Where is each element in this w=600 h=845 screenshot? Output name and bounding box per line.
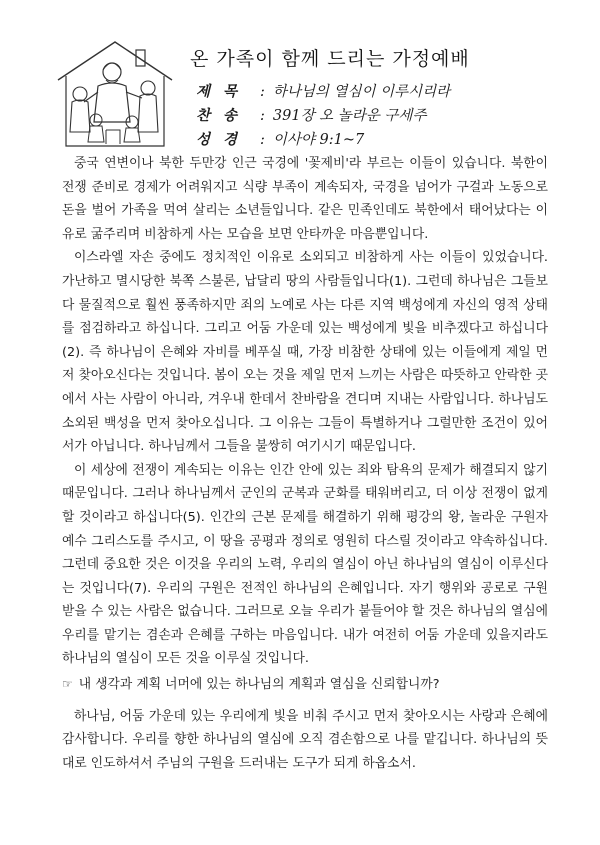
question-text: 내 생각과 계획 너머에 있는 하나님의 계획과 열심을 신뢰합니까? [78, 677, 440, 693]
pointing-hand-icon: ☞ [62, 677, 73, 692]
prayer: 하나님, 어둠 가운데 있는 우리에게 빛을 비춰 주시고 먼저 찾아오시는 사랑과 은혜에 감사합니다. 우리를 향한 하나님의 열심에 오직 겸손함으로 나를 맡깁니다. 하나님의 뜻대로 인도하셔서 주님의 구원을 드러내는 도구가 되게 하옵소서. [62, 708, 548, 771]
page-title: 온 가족이 함께 드리는 가정예배 [190, 48, 470, 70]
meta-value: 이사야 9:1~7 [272, 132, 365, 148]
meta-label: 성 경 [196, 131, 242, 148]
paragraph: 중국 연변이나 북한 두만강 인근 국경에 '꽃제비'라 부르는 이들이 있습니다. 북한이 전쟁 준비로 경제가 어려워지고 식량 부족이 계속되자, 국경을 넘어가 구걸과 노동으로 돈을 벌어 가족을 먹여 살리는 소년들입니다. 같은 민족인데도 북한에서 태어났다는 이유로 굶주리며 비참하게 사는 모습을 보면 안타까운 마음뿐입니다. [62, 156, 548, 242]
meta-value: 391장 오 놀라운 구세주 [272, 108, 427, 124]
meta-label: 제 목 [196, 83, 242, 100]
family-house-illustration-icon [50, 36, 180, 152]
meta-row-hymn [196, 104, 556, 128]
paragraph: 이 세상에 전쟁이 계속되는 이유는 인간 안에 있는 죄와 탐욕의 문제가 해결되지 않기 때문입니다. 그러나 하나님께서 군인의 군복과 군화를 태워버리고, 더 이상 전쟁이 없게 할 것이라고 하십니다(5). 인간의 근본 문제를 해결하기 위해 평강의 왕, 놀라운 구원자 예수 그리스도를 주시고, 이 땅을 공평과 정의로 영원히 다스릴 것이라고 약속하십니다. 그런데 중요한 것은 이것을 우리의 노력, 우리의 열심이 아닌 하나님의 열심이 이루신다는 것입니다(7). 우리의 구원은 전적인 하나님의 은혜입니다. 자기 행위와 공로로 구원받을 수 있는 사람은 없습니다. 그러므로 오늘 우리가 붙들어야 할 것은 하나님의 열심에 우리를 맡기는 겸손과 은혜를 구하는 마음입니다. 내가 여전히 어둠 가운데 있을지라도 하나님의 열심이 모든 것을 이루실 것입니다. [62, 462, 548, 667]
meta-row-title [196, 80, 556, 104]
meta-label: 찬 송 [196, 107, 242, 124]
meta-value: 하나님의 열심이 이루시리라 [272, 84, 451, 100]
meta-row-scripture [196, 128, 556, 152]
reflection-question [62, 673, 548, 697]
worship-info [196, 80, 556, 152]
devotional-body [62, 152, 548, 775]
paragraph: 이스라엘 자손 중에도 정치적인 이유로 소외되고 비참하게 사는 이들이 있었습니다. 가난하고 멸시당한 북쪽 스불론, 납달리 땅의 사람들입니다(1). 그런데 하나님은 그들보다 물질적으로 훨씬 풍족하지만 죄의 노예로 사는 다른 지역 백성에게 자신의 영적 상태를 점검하라고 하십니다. 그리고 어둠 가운데 있는 백성에게 빛을 비추겠다고 하십니다(2). 즉 하나님이 은혜와 자비를 베푸실 때, 가장 비참한 상태에 있는 이들에게 제일 먼저 찾아오신다는 것입니다. 봄이 오는 것을 제일 먼저 느끼는 사람은 따뜻하고 안락한 곳에서 사는 사람이 아니라, 겨우내 한데서 찬바람을 견디며 지내는 사람입니다. 하나님도 소외된 백성을 먼저 찾아오십니다. 그 이유는 그들이 특별하거나 그럴만한 조건이 있어서가 아닙니다. 하나님께서 그들을 불쌍히 여기시기 때문입니다. [62, 250, 548, 455]
meta-colon: : [260, 84, 265, 100]
meta-colon: : [260, 108, 265, 124]
meta-colon: : [260, 132, 265, 148]
